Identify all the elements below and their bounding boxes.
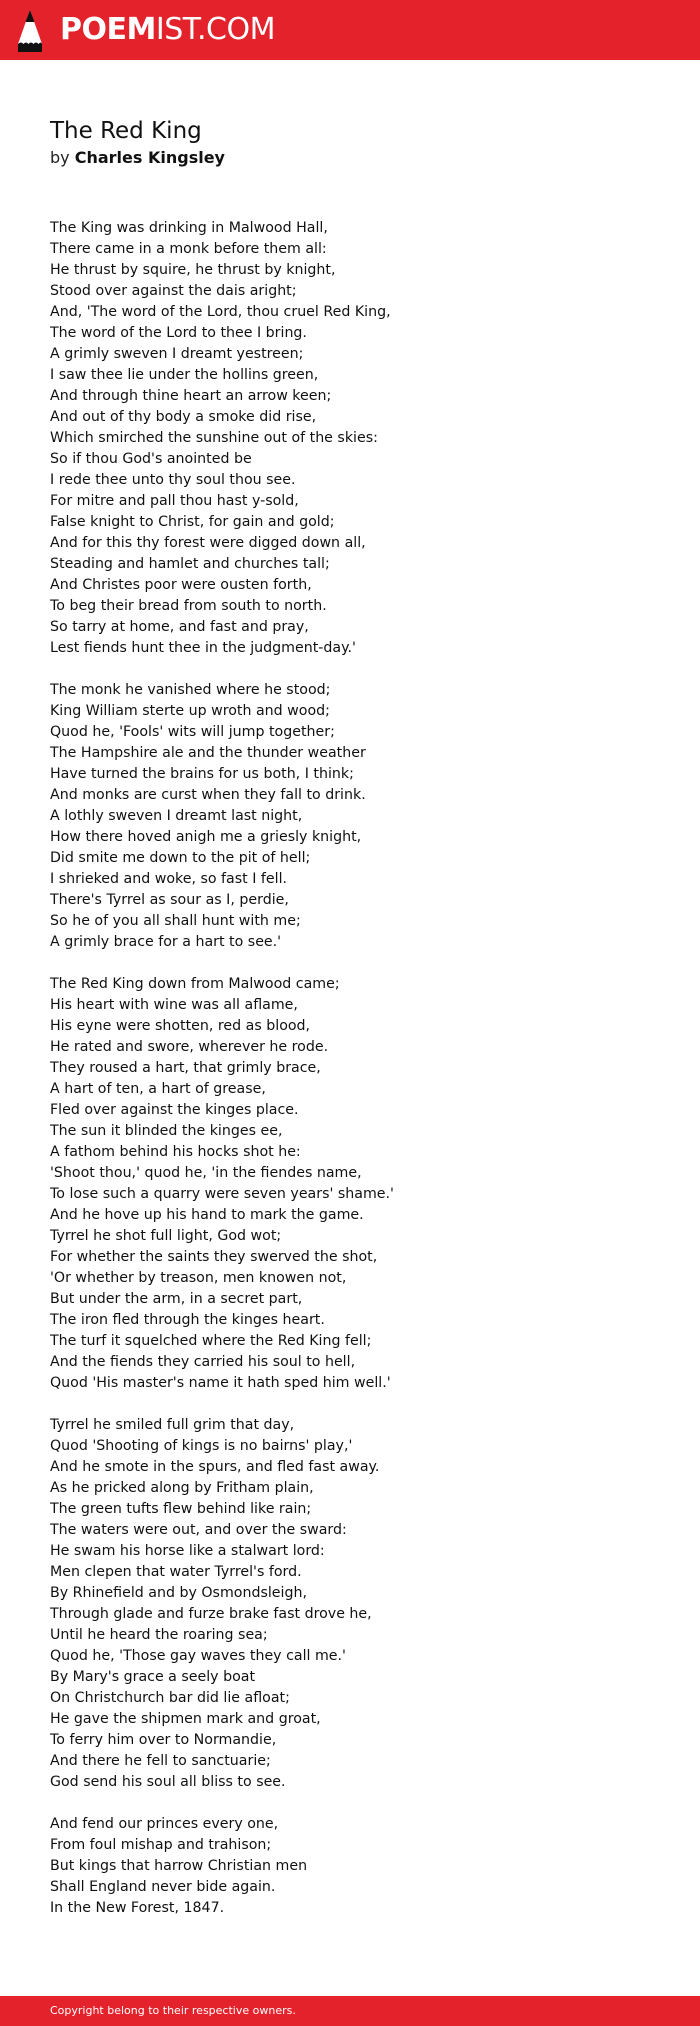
poem-line: There's Tyrrel as sour as I, perdie, [50, 892, 289, 908]
poem-line: In the New Forest, 1847. [50, 1900, 225, 1916]
poem-line: The sun it blinded the kinges ee, [50, 1123, 283, 1139]
byline [50, 147, 225, 169]
poem-line: King William sterte up wroth and wood; [50, 703, 330, 719]
poem-line: By Rhinefield and by Osmondsleigh, [50, 1585, 307, 1601]
poem-line: Did smite me down to the pit of hell; [50, 850, 311, 866]
poem-line: To lose such a quarry were seven years' shame.' [50, 1186, 394, 1202]
poem-line: I rede thee unto thy soul thou see. [50, 472, 296, 488]
poem-line: Quod he, 'Those gay waves they call me.' [50, 1648, 346, 1664]
poem-line: 'Shoot thou,' quod he, 'in the fiendes name, [50, 1165, 362, 1181]
poem-line: He swam his horse like a stalwart lord: [50, 1543, 325, 1559]
poem-line: So if thou God's anointed be [50, 451, 252, 467]
poem-line: And fend our princes every one, [50, 1816, 279, 1832]
poem-line: Quod he, 'Fools' wits will jump together; [50, 724, 335, 740]
poem-line: He thrust by squire, he thrust by knight, [50, 262, 336, 278]
poem-line: Until he heard the roaring sea; [50, 1627, 268, 1643]
poem-line: There came in a monk before them all: [50, 241, 327, 257]
pencil-tip-icon[interactable] [17, 9, 43, 53]
poem-line: For whether the saints they swerved the shot, [50, 1249, 378, 1265]
poem-line: Which smirched the sunshine out of the skies: [50, 430, 378, 446]
poem-line: From foul mishap and trahison; [50, 1837, 272, 1853]
poem-line: On Christchurch bar did lie afloat; [50, 1690, 290, 1706]
brand-bold-text: POEM [60, 12, 156, 47]
brand-light-text: IST.COM [155, 12, 275, 47]
poem-line: His heart with wine was all aflame, [50, 997, 298, 1013]
poem-line: And he hove up his hand to mark the game. [50, 1207, 364, 1223]
poem-line: His eyne were shotten, red as blood, [50, 1018, 311, 1034]
author-name: Charles Kingsley [74, 148, 225, 167]
by-label: by [50, 148, 70, 167]
stanza [50, 1415, 394, 1793]
poem-line: Shall England never bide again. [50, 1879, 276, 1895]
poem-line: A grimly sweven I dreamt yestreen; [50, 346, 304, 362]
poem-line: I saw thee lie under the hollins green, [50, 367, 319, 383]
poem-line: How there hoved anigh me a griesly knight, [50, 829, 362, 845]
poem-line: Through glade and furze brake fast drove he, [50, 1606, 372, 1622]
poem-line: 'Or whether by treason, men knowen not, [50, 1270, 347, 1286]
copyright-text: Copyright belong to their respective owners. [50, 2004, 296, 2017]
poem-line: Quod 'His master's name it hath sped him well.' [50, 1375, 391, 1391]
poem-line: Tyrrel he shot full light, God wot; [50, 1228, 282, 1244]
poem-line: To beg their bread from south to north. [50, 598, 327, 614]
poem-line: As he pricked along by Fritham plain, [50, 1480, 314, 1496]
poem-line: Quod 'Shooting of kings is no bairns' play,' [50, 1438, 353, 1454]
poem-title: The Red King [50, 118, 202, 144]
poem-line: So tarry at home, and fast and pray, [50, 619, 309, 635]
poem-line: But kings that harrow Christian men [50, 1858, 308, 1874]
stanza [50, 974, 394, 1394]
poem-line: The iron fled through the kinges heart. [50, 1312, 325, 1328]
poem-line: By Mary's grace a seely boat [50, 1669, 256, 1685]
poem-line: A fathom behind his hocks shot he: [50, 1144, 301, 1160]
poem-line: Lest fiends hunt thee in the judgment-day.' [50, 640, 356, 656]
poem-line: And Christes poor were ousten forth, [50, 577, 312, 593]
poem-line: A hart of ten, a hart of grease, [50, 1081, 266, 1097]
poem-line: The green tufts flew behind like rain; [50, 1501, 312, 1517]
poem-line: Fled over against the kinges place. [50, 1102, 299, 1118]
poem-line: Men clepen that water Tyrrel's ford. [50, 1564, 302, 1580]
poem-line: And there he fell to sanctuarie; [50, 1753, 271, 1769]
site-footer [0, 1996, 700, 2026]
poem-line: A grimly brace for a hart to see.' [50, 934, 282, 950]
poem-line: The turf it squelched where the Red King fell; [50, 1333, 372, 1349]
poem-line: Stood over against the dais aright; [50, 283, 297, 299]
poem-line: Have turned the brains for us both, I think; [50, 766, 354, 782]
poem-line: Tyrrel he smiled full grim that day, [50, 1417, 295, 1433]
poem-line: They roused a hart, that grimly brace, [50, 1060, 321, 1076]
poem-heading [50, 116, 225, 169]
site-header [0, 0, 700, 60]
poem-line: And the fiends they carried his soul to hell, [50, 1354, 356, 1370]
poem-line: And monks are curst when they fall to drink. [50, 787, 366, 803]
poem-line: The Hampshire ale and the thunder weather [50, 745, 366, 761]
poem-body [50, 218, 394, 1940]
poem-line: The monk he vanished where he stood; [50, 682, 331, 698]
stanza [50, 680, 394, 953]
poem-line: He gave the shipmen mark and groat, [50, 1711, 321, 1727]
poem-line: The word of the Lord to thee I bring. [50, 325, 307, 341]
poem-line: The Red King down from Malwood came; [50, 976, 340, 992]
poem-line: I shrieked and woke, so fast I fell. [50, 871, 288, 887]
poem-line: He rated and swore, wherever he rode. [50, 1039, 329, 1055]
poem-line: God send his soul all bliss to see. [50, 1774, 286, 1790]
poem-line: And, 'The word of the Lord, thou cruel Red King, [50, 304, 391, 320]
poem-line: The waters were out, and over the sward: [50, 1522, 347, 1538]
poem-line: So he of you all shall hunt with me; [50, 913, 301, 929]
site-logo-link[interactable] [60, 11, 275, 49]
poem-line: And for this thy forest were digged down all, [50, 535, 366, 551]
poem-line: Steading and hamlet and churches tall; [50, 556, 330, 572]
stanza [50, 1814, 394, 1919]
poem-line: To ferry him over to Normandie, [50, 1732, 277, 1748]
poem-line: The King was drinking in Malwood Hall, [50, 220, 328, 236]
poem-line: And out of thy body a smoke did rise, [50, 409, 317, 425]
poem-line: And he smote in the spurs, and fled fast away. [50, 1459, 380, 1475]
poem-line: For mitre and pall thou hast y-sold, [50, 493, 299, 509]
poem-line: And through thine heart an arrow keen; [50, 388, 332, 404]
poem-line: But under the arm, in a secret part, [50, 1291, 303, 1307]
stanza [50, 218, 394, 659]
poem-line: A lothly sweven I dreamt last night, [50, 808, 303, 824]
poem-line: False knight to Christ, for gain and gold; [50, 514, 335, 530]
